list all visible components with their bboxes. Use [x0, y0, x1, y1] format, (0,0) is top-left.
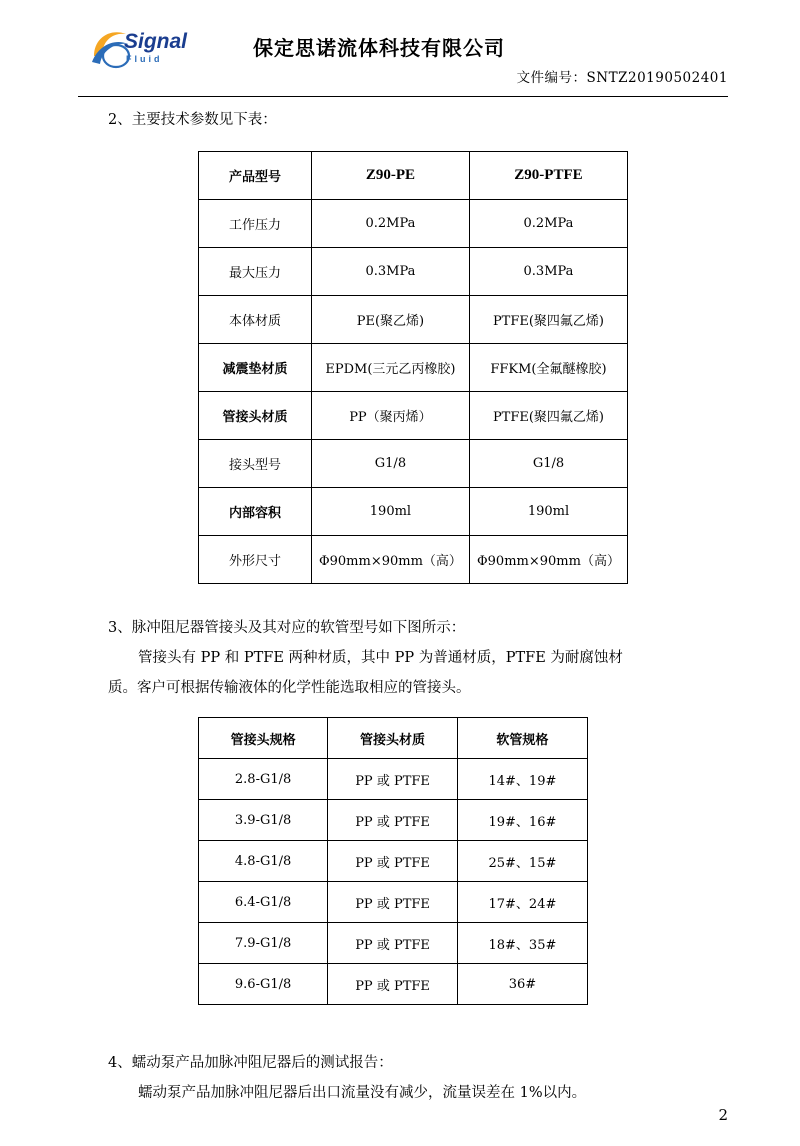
spec-value-ptfe: 0.2MPa: [469, 200, 627, 248]
table-row: [199, 392, 628, 440]
fitting-header-spec: 管接头规格: [199, 718, 328, 759]
table-row: [199, 923, 588, 964]
table-row: [199, 488, 628, 536]
spec-label: 内部容积: [199, 488, 312, 536]
table-row: [199, 152, 628, 200]
fitting-spec: 9.6-G1/8: [199, 964, 328, 1005]
fitting-header-hose: 软管规格: [457, 718, 587, 759]
spec-label: 本体材质: [199, 296, 312, 344]
spec-value-ptfe: 190ml: [469, 488, 627, 536]
fitting-hose: 14#、19#: [457, 759, 587, 800]
table-row: [199, 800, 588, 841]
table-row: [199, 536, 628, 584]
fitting-spec: 3.9-G1/8: [199, 800, 328, 841]
fitting-material: PP 或 PTFE: [328, 841, 458, 882]
company-name: 保定思诺流体科技有限公司: [253, 36, 505, 60]
table-row: [199, 296, 628, 344]
fitting-hose: 19#、16#: [457, 800, 587, 841]
table-row: [199, 759, 588, 800]
spacer: [78, 584, 728, 614]
table-row: [199, 882, 588, 923]
spec-header-pe: Z90-PE: [311, 152, 469, 200]
spec-label: 接头型号: [199, 440, 312, 488]
fitting-material: PP 或 PTFE: [328, 882, 458, 923]
spec-value-ptfe: 0.3MPa: [469, 248, 627, 296]
table-row: [199, 200, 628, 248]
spec-value-pe: PP（聚丙烯）: [311, 392, 469, 440]
spec-value-ptfe: G1/8: [469, 440, 627, 488]
table-row: [199, 440, 628, 488]
fitting-material: PP 或 PTFE: [328, 964, 458, 1005]
fitting-hose: 17#、24#: [457, 882, 587, 923]
spec-value-pe: EPDM(三元乙丙橡胶): [311, 344, 469, 392]
fitting-spec: 2.8-G1/8: [199, 759, 328, 800]
fitting-spec: 7.9-G1/8: [199, 923, 328, 964]
spec-value-ptfe: FFKM(全氟醚橡胶): [469, 344, 627, 392]
document-number: 文件编号：SNTZ20190502401: [516, 70, 728, 86]
spec-value-pe: 190ml: [311, 488, 469, 536]
spec-value-pe: G1/8: [311, 440, 469, 488]
spec-value-pe: PE(聚乙烯): [311, 296, 469, 344]
section-4-body: 蠕动泵产品加脉冲阻尼器后出口流量没有减少，流量误差在 1%以内。: [138, 1085, 587, 1102]
section-3-line-1: 管接头有 PP 和 PTFE 两种材质，其中 PP 为普通材质，PTFE 为耐腐蚀材: [138, 650, 623, 666]
spec-table: [198, 151, 628, 584]
table-row: [199, 344, 628, 392]
logo-wordmark: Signal: [124, 30, 188, 53]
table-row: [199, 718, 588, 759]
logo-subtext: Fluid: [126, 54, 163, 64]
document-header: [78, 0, 728, 92]
section-3-title: 3、脉冲阻尼器管接头及其对应的软管型号如下图所示：: [108, 620, 466, 636]
fitting-hose: 36#: [457, 964, 587, 1005]
section-3-line-2: 质。客户可根据传输液体的化学性能选取相应的管接头。: [108, 680, 471, 697]
fitting-material: PP 或 PTFE: [328, 923, 458, 964]
document-body: [78, 92, 728, 1109]
spec-header-ptfe: Z90-PTFE: [469, 152, 627, 200]
fitting-spec: 6.4-G1/8: [199, 882, 328, 923]
spec-value-pe: 0.3MPa: [311, 248, 469, 296]
spec-value-pe: Φ90mm×90mm（高）: [311, 536, 469, 584]
page-number: 2: [718, 1106, 728, 1124]
spec-header-param: 产品型号: [199, 152, 312, 200]
spec-value-ptfe: PTFE(聚四氟乙烯): [469, 392, 627, 440]
table-row: [199, 964, 588, 1005]
spec-value-ptfe: PTFE(聚四氟乙烯): [469, 296, 627, 344]
spec-label: 外形尺寸: [199, 536, 312, 584]
fitting-table: [198, 717, 588, 1005]
fitting-hose: 18#、35#: [457, 923, 587, 964]
spec-label: 减震垫材质: [199, 344, 312, 392]
section-2-title: 2、主要技术参数见下表：: [108, 112, 277, 128]
company-logo: [88, 26, 198, 74]
table-row: [199, 248, 628, 296]
spec-value-pe: 0.2MPa: [311, 200, 469, 248]
spacer: [78, 1005, 728, 1049]
table-row: [199, 841, 588, 882]
fitting-material: PP 或 PTFE: [328, 800, 458, 841]
fitting-header-material: 管接头材质: [328, 718, 458, 759]
fitting-spec: 4.8-G1/8: [199, 841, 328, 882]
spec-label: 管接头材质: [199, 392, 312, 440]
spec-label: 最大压力: [199, 248, 312, 296]
spec-value-ptfe: Φ90mm×90mm（高）: [469, 536, 627, 584]
section-4-title: 4、蠕动泵产品加脉冲阻尼器后的测试报告：: [108, 1055, 393, 1072]
spec-label: 工作压力: [199, 200, 312, 248]
fitting-material: PP 或 PTFE: [328, 759, 458, 800]
header-divider: [78, 96, 728, 97]
fitting-hose: 25#、15#: [457, 841, 587, 882]
